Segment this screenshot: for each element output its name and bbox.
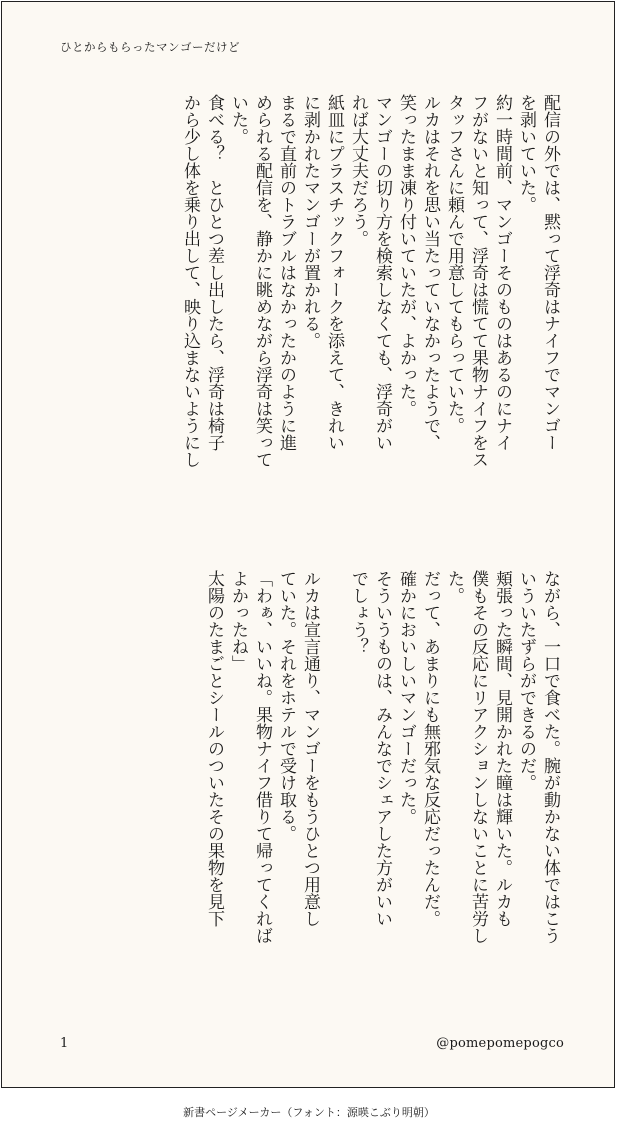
- text-line: 食べる？ とひとつ差し出したら、浮奇は椅子: [204, 94, 224, 451]
- text-line: フがないと知って、浮奇は慌てて果物ナイフをス: [468, 94, 488, 468]
- text-line: 約一時間前、マンゴーそのものはあるのにナイ: [492, 94, 512, 451]
- text-line: 紙皿にプラスチックフォークを添えて、きれい: [324, 94, 344, 451]
- text-line: 僕もその反応にリアクションしないことに苦労し: [468, 570, 488, 944]
- book-page: [1, 1, 615, 1088]
- text-line: から少し体を乗り出して、映り込まないようにし: [180, 94, 200, 468]
- text-line: 太陽のたまごとシールのついたその果物を見下: [204, 570, 224, 927]
- text-line: ルカは宣言通り、マンゴーをもうひとつ用意し: [300, 570, 320, 927]
- generator-caption: 新書ページメーカー（フォント：源暎こぶり明朝）: [183, 1106, 435, 1119]
- text-line: を剥いていた。: [516, 94, 536, 213]
- text-line: ながら、一口で食べた。腕が動かない体ではこう: [540, 570, 560, 944]
- text-line: 「わぁ、いいね。果物ナイフ借りて帰ってくれば: [252, 570, 272, 944]
- text-line: まるで直前のトラブルはなかったかのように進: [276, 94, 296, 451]
- text-line: よかったね」: [228, 570, 248, 672]
- text-line: められる配信を、静かに眺めながら浮奇は笑って: [252, 94, 272, 468]
- text-line: ルカはそれを思い当たっていなかったようで、: [420, 94, 440, 451]
- text-line: 頬張った瞬間、見開かれた瞳は輝いた。ルカも: [492, 570, 512, 927]
- text-line: た。: [444, 570, 464, 604]
- text-line: 確かにおいしいマンゴーだった。: [396, 570, 416, 825]
- running-title: ひとからもらったマンゴーだけど: [60, 40, 240, 54]
- lower-text-block: [52, 570, 562, 1000]
- text-line: そういうものは、みんなでシェアした方がいい: [372, 570, 392, 927]
- page-number: 1: [60, 1036, 69, 1051]
- text-line: 笑ったまま凍り付いていたが、よかった。: [396, 94, 416, 417]
- text-line: いた。: [228, 94, 248, 145]
- text-line: マンゴーの切り方を検索しなくても、浮奇がい: [372, 94, 392, 451]
- author-handle: @pomepomepogco: [436, 1036, 564, 1051]
- upper-text-block: [52, 94, 562, 524]
- text-line: ていた。それをホテルで受け取る。: [276, 570, 296, 842]
- text-line: だって、あまりにも無邪気な反応だったんだ。: [420, 570, 440, 927]
- text-line: に剥かれたマンゴーが置かれる。: [300, 94, 320, 349]
- text-line: いういたずらができるのだ。: [516, 570, 536, 791]
- blank-line: [322, 570, 346, 1000]
- text-line: でしょう？: [348, 570, 368, 655]
- text-line: タッフさんに頼んで用意してもらっていた。: [444, 94, 464, 434]
- text-line: れば大丈夫だろう。: [348, 94, 368, 247]
- text-line: 配信の外では、黙って浮奇はナイフでマンゴー: [540, 94, 560, 451]
